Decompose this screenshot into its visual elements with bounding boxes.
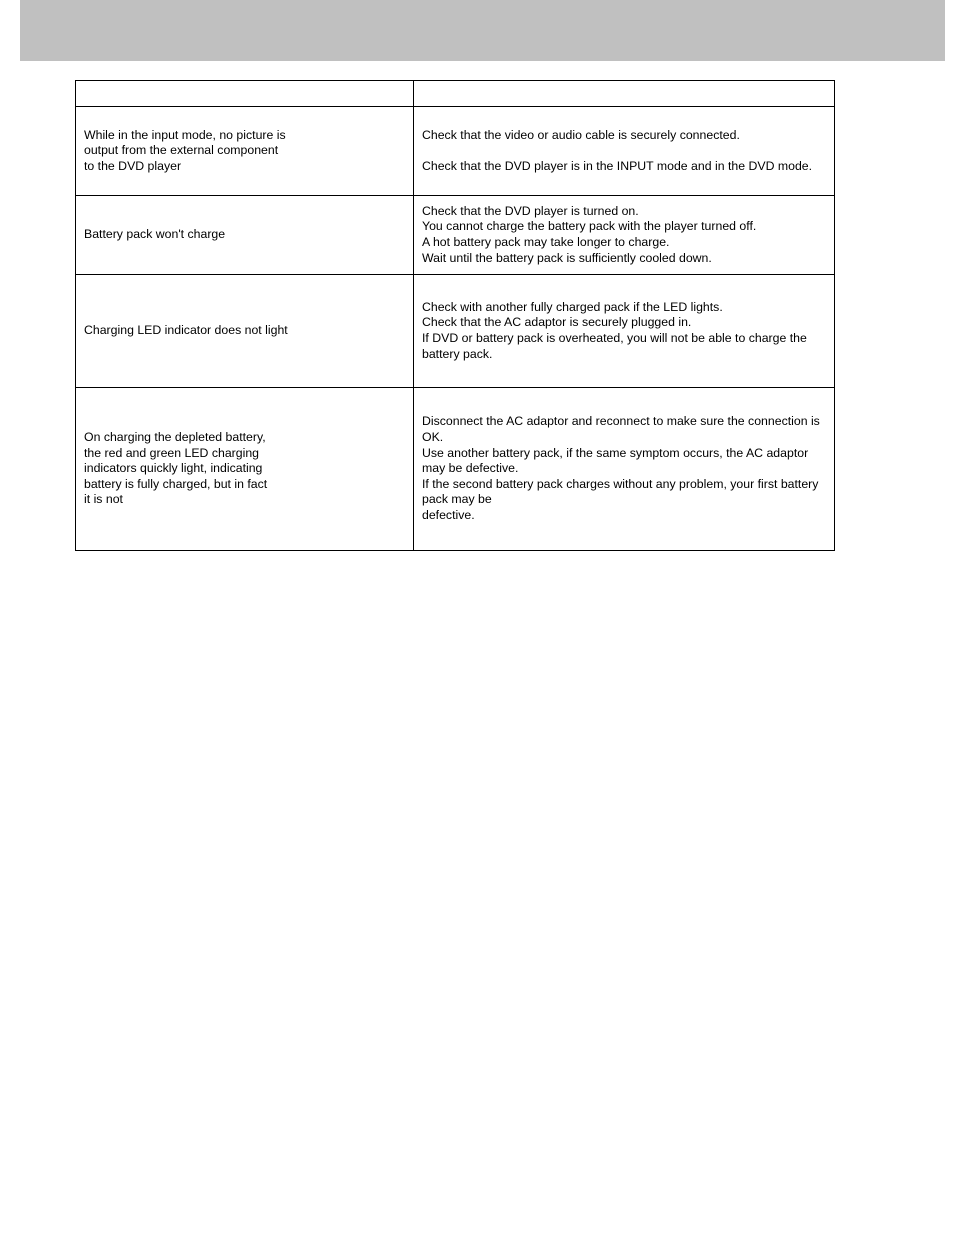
remedy-cell: Disconnect the AC adaptor and reconnect to make sure the connection is OK. Use another battery pack, if the same symptom occurs, the AC adaptor may be defective. If the second battery pack charges without any problem, your first battery pack may be defective. — [414, 388, 835, 551]
remedy-cell: Check that the video or audio cable is securely connected. Check that the DVD player is in the INPUT mode and in the DVD mode. — [414, 107, 835, 196]
table-header-row — [76, 81, 835, 107]
remedy-cell: Check that the DVD player is turned on. You cannot charge the battery pack with the player turned off. A hot battery pack may take longer to charge. Wait until the battery pack is sufficiently cooled down. — [414, 196, 835, 275]
symptom-cell: On charging the depleted battery, the red and green LED charging indicators quickly light, indicating battery is fully charged, but in fact it is not — [76, 388, 414, 551]
table-row — [76, 275, 835, 388]
symptom-cell: Charging LED indicator does not light — [76, 275, 414, 388]
column-header-symptom — [76, 81, 414, 107]
header-bar — [20, 0, 945, 61]
symptom-cell: Battery pack won't charge — [76, 196, 414, 275]
troubleshooting-table — [75, 80, 835, 551]
symptom-cell: While in the input mode, no picture is output from the external component to the DVD player — [76, 107, 414, 196]
remedy-cell: Check with another fully charged pack if the LED lights. Check that the AC adaptor is securely plugged in. If DVD or battery pack is overheated, you will not be able to charge the battery pack. — [414, 275, 835, 388]
table-row — [76, 196, 835, 275]
table-row — [76, 107, 835, 196]
table-row — [76, 388, 835, 551]
column-header-remedy — [414, 81, 835, 107]
